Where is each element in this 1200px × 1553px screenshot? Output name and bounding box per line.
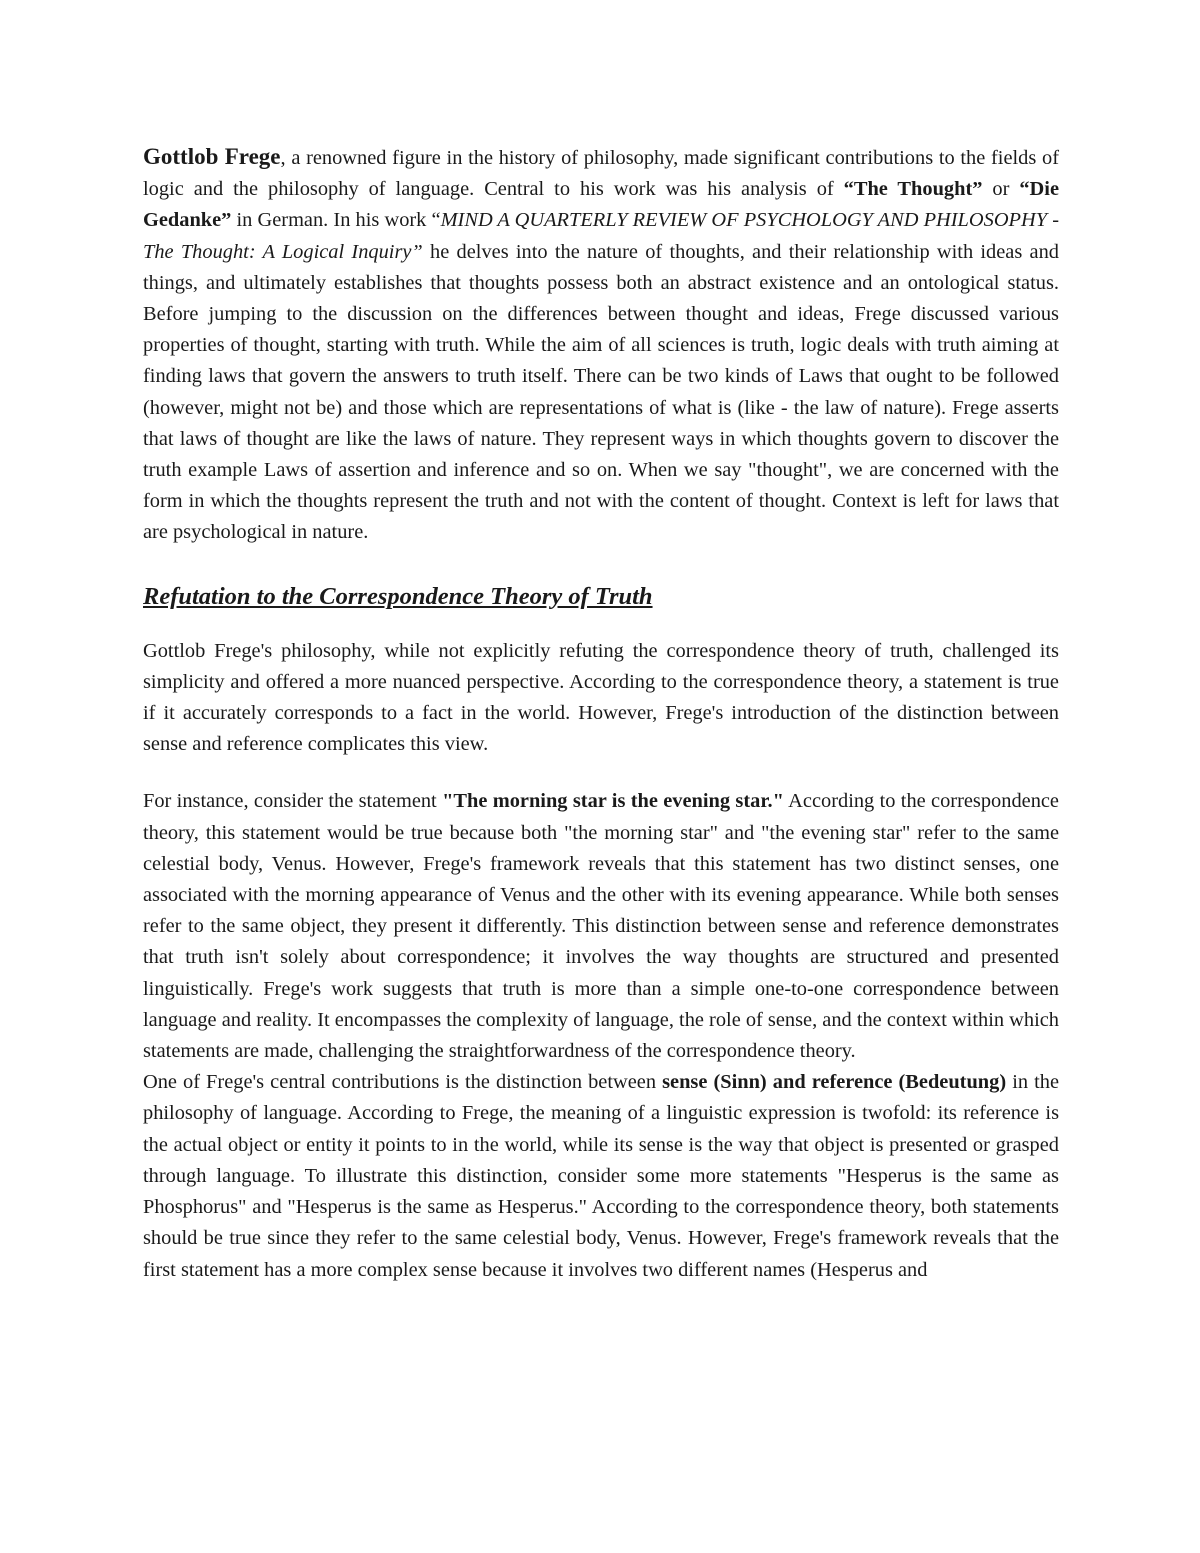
document-page [143, 141, 1059, 1286]
intro-text-2: in German. In his work “ [231, 209, 441, 232]
example-paragraph [143, 786, 1059, 1067]
author-name: Gottlob Frege [143, 144, 281, 169]
sense-text-1: One of Frege's central contributions is the distinction between [143, 1071, 663, 1094]
correspondence-paragraph: Gottlob Frege's philosophy, while not explicitly refuting the correspondence theory of truth, challenged its simplicity and offered a more nuanced perspective. According to the correspondence theory, a statement is true if it accurately corresponds to a fact in the world. However, Frege's introduction of the distinction between sense and reference complicates this view. [143, 639, 1059, 756]
example-text-1: For instance, consider the statement [143, 790, 443, 813]
section-heading: Refutation to the Correspondence Theory of Truth [143, 582, 653, 610]
sense-reference-paragraph [143, 1067, 1059, 1285]
sense-text-2: in the philosophy of language. According to Frege, the meaning of a linguistic expression is twofold: its reference is the actual object or entity it points to in the world, while its sense is the way that object is presented or grasped through language. To illustrate this distinction, consider some more statements "Hesperus is the same as Phosphorus" and "Hesperus is the same as Hesperus." According to the correspondence theory, both statements should be true since they refer to the same celestial body, Venus. However, Frege's framework reveals that the first statement has a more complex sense because it involves two different names (Hesperus and [143, 1071, 1060, 1281]
intro-paragraph [143, 141, 1059, 549]
intro-text-or: or [982, 178, 1020, 201]
sense-reference-term: sense (Sinn) and reference (Bedeutung) [662, 1071, 1007, 1094]
example-text-2: According to the correspondence theory, this statement would be true because both "the morning star" and "the evening star" refer to the same celestial body, Venus. However, Frege's framework reveals that this statement has two distinct senses, one associated with the morning appearance of Venus and the other with its evening appearance. While both senses refer to the same object, they present it differently. This distinction between sense and reference demonstrates that truth isn't solely about correspondence; it involves the way thoughts are structured and presented linguistically. Frege's work suggests that truth is more than a simple one-to-one correspondence between language and reality. It encompasses the complexity of language, the role of sense, and the context within which statements are made, challenging the straightforwardness of the correspondence theory. [143, 790, 1059, 1063]
example-statement: "The morning star is the evening star." [442, 790, 784, 813]
intro-text-3: he delves into the nature of thoughts, and their relationship with ideas and things, and ultimately establishes that thoughts possess both an abstract existence and an ontological status. Before jumping to the discussion on the differences between thought and ideas, Frege discussed various properties of thought, starting with truth. While the aim of all sciences is truth, logic deals with truth aiming at finding laws that govern the answers to truth itself. There can be two kinds of Laws that ought to be followed (however, might not be) and those which are representations of what is (like - the law of nature). Frege asserts that laws of thought are like the laws of nature. They represent ways in which thoughts govern to discover the truth example Laws of assertion and inference and so on. When we say "thought", we are concerned with the form in which the thoughts represent the truth and not with the content of thought. Context is left for laws that are psychological in nature. [143, 240, 1059, 544]
term-die-gedanke: “Die Gedanke” [143, 178, 1059, 232]
work-title: MIND A QUARTERLY REVIEW OF PSYCHOLOGY AND PHILOSOPHY - The Thought: A Logical Inquiry” [143, 209, 1059, 263]
term-the-thought: “The Thought” [843, 178, 983, 201]
intro-text-1: , a renowned figure in the history of philosophy, made significant contributions to the fields of logic and the philosophy of language. Central to his work was his analysis of [143, 147, 1059, 201]
